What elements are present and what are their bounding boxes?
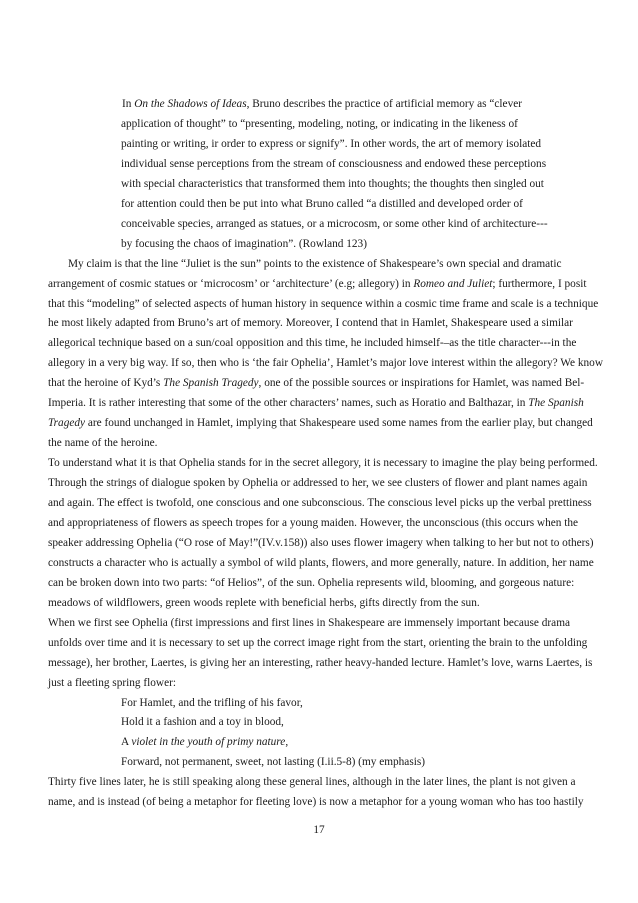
body-line: allegorical technique based on a sun/coal opposition and this time, he included himself-–as the title character---in the <box>48 337 577 350</box>
body-line: he most likely adapted from Bruno’s art of memory. Moreover, I contend that in Hamlet, Shakespeare used a similar <box>48 317 573 330</box>
quote-line: with special characteristics that transformed them into thoughts; the thoughts then singled out <box>121 177 544 190</box>
body-line: message), her brother, Laertes, is giving her an interesting, rather heavy-handed lecture. Hamlet’s love, warns Laertes, is <box>48 656 593 669</box>
body-line: meadows of wildflowers, green woods replete with beneficial herbs, gifts directly from the sun. <box>48 596 480 609</box>
body-line: the name of the heroine. <box>48 437 158 450</box>
quote-line: application of thought” to “presenting, modeling, noting, or indicating in the likeness of <box>121 117 518 130</box>
quote-line: painting or writing, ir order to express or signify”. In other words, the art of memory isolated <box>121 137 542 150</box>
body-line: speaker addressing Ophelia (“O rose of May!”(IV.v.158)) also uses flower imagery when talking to her but not to others) <box>48 536 594 549</box>
body-line: Thirty five lines later, he is still speaking along these general lines, although in the later lines, the plant is not given a <box>48 776 576 789</box>
quote-line: by focusing the chaos of imagination”. (Rowland 123) <box>121 237 367 250</box>
paragraph-first-line: My claim is that the line “Juliet is the sun” points to the existence of Shakespeare’s own special and dramatic <box>68 257 562 270</box>
body-line: that this “modeling” of selected aspects of human history in sequence within a cosmic time frame and scale is a technique <box>48 297 599 310</box>
body-line: that the heroine of Kyd’s The Spanish Tragedy, one of the possible sources or inspirations for Hamlet, was named Bel- <box>48 377 585 390</box>
body-line: allegory in a very big way. If so, then who is ‘the fair Ophelia’, Hamlet’s major love interest within the allegory? We know <box>48 357 603 370</box>
page-number: 17 <box>313 824 325 836</box>
body-line: and appropriateness of flowers as speech tropes for a young maiden. However, the unconscious (this occurs when the <box>48 516 579 529</box>
verse-line: Forward, not permanent, sweet, not lasting (I.ii.5-8) (my emphasis) <box>121 756 426 769</box>
quote-line: individual sense perceptions from the stream of consciousness and endowed these perceptions <box>121 157 547 170</box>
body-line: unfolds over time and it is necessary to set up the correct image right from the start, orienting the brain to the unfolding <box>48 636 588 649</box>
body-line: When we first see Ophelia (first impressions and first lines in Shakespeare are immensely important because drama <box>48 616 571 629</box>
body-line: Tragedy are found unchanged in Hamlet, implying that Shakespeare used some names from the earlier play, but changed <box>48 417 593 430</box>
quote-line: conceivable species, arranged as statues, or a microcosm, or some other kind of architecture--- <box>121 217 548 230</box>
body-line: constructs a character who is actually a symbol of wild plants, flowers, and more generally, nature. In addition, her name <box>48 556 594 569</box>
verse-line: Hold it a fashion and a toy in blood, <box>121 716 284 729</box>
body-line: just a fleeting spring flower: <box>48 676 177 689</box>
body-line: and again. The effect is twofold, one conscious and one subconscious. The conscious level picks up the verbal prettiness <box>48 497 592 509</box>
verse-line: A violet in the youth of primy nature, <box>121 736 289 749</box>
verse-line: For Hamlet, and the trifling of his favor, <box>121 696 303 709</box>
body-line: name, and is instead (of being a metaphor for fleeting love) is now a metaphor for a young woman who has too hastily <box>48 796 584 809</box>
body-line: can be broken down into two parts: “of Helios”, of the sun. Ophelia represents wild, blooming, and gorgeous nature: <box>48 576 575 589</box>
body-line: To understand what it is that Ophelia stands for in the secret allegory, it is necessary to imagine the play being performed. <box>48 457 598 470</box>
quote-line: for attention could then be put into what Bruno called “a distilled and developed order of <box>121 197 523 210</box>
body-line: Imperia. It is rather interesting that some of the other characters’ names, such as Horatio and Balthazar, in The Spanish <box>48 397 584 410</box>
quote-line: In On the Shadows of Ideas, Bruno describes the practice of artificial memory as “clever <box>122 98 522 110</box>
body-line: Through the strings of dialogue spoken by Ophelia or addressed to her, we see clusters of flower and plant names again <box>48 477 588 490</box>
body-line: arrangement of cosmic statues or ‘microcosm’ or ‘architecture’ (e.g; allegory) in Romeo and Juliet; furthermore, I posit <box>48 277 587 290</box>
